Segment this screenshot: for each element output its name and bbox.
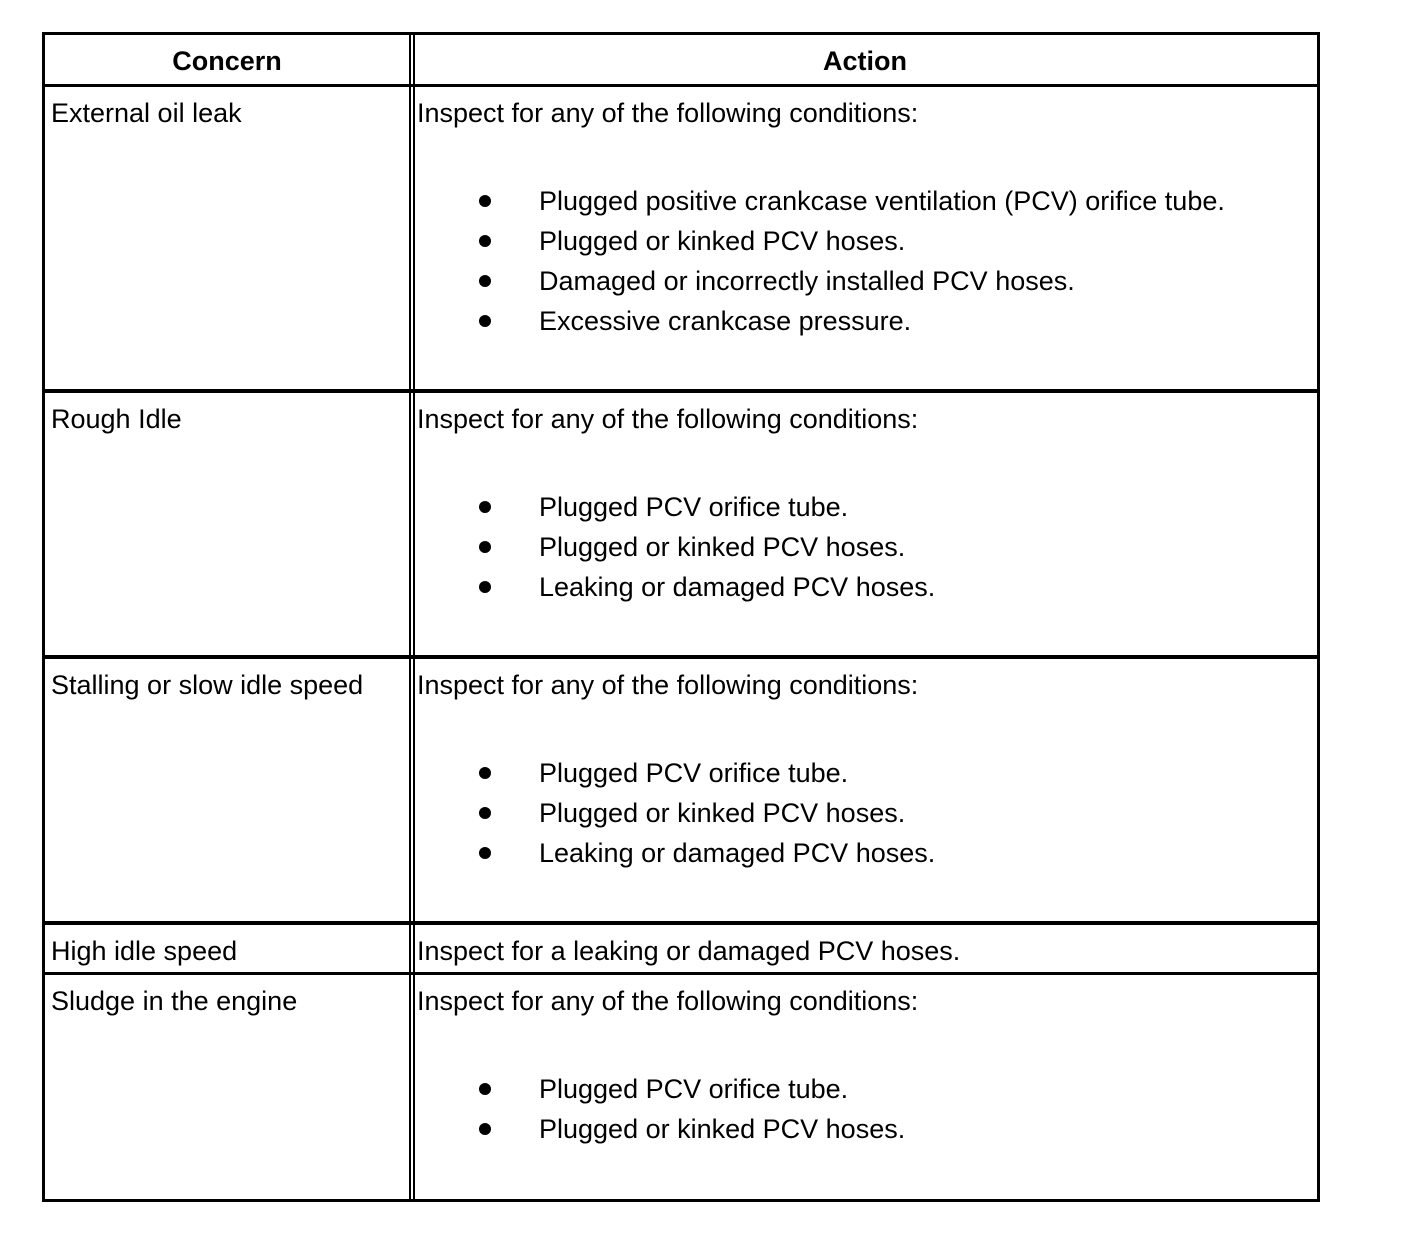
bullet-icon [479,195,491,207]
bullet-icon [479,847,491,859]
list-item-text: Leaking or damaged PCV hoses. [539,838,936,868]
list-item [417,757,1317,797]
bullet-icon [479,275,491,287]
list-item [417,185,1317,225]
list-item-text: Excessive crankcase pressure. [539,306,912,336]
list-item [417,531,1317,571]
concern-cell: Stalling or slow idle speed [51,670,364,700]
table-row [45,393,1317,659]
action-cell [417,935,1317,967]
bullet-icon [479,235,491,247]
action-intro: Inspect for any of the following conditions: [417,404,919,434]
bullet-icon [479,581,491,593]
column-divider [409,87,415,389]
bullet-icon [479,315,491,327]
concern-cell: Rough Idle [51,404,182,434]
list-item-text: Leaking or damaged PCV hoses. [539,572,936,602]
condition-list [417,1073,1317,1153]
list-item-text: Plugged PCV orifice tube. [539,758,849,788]
list-item [417,571,1317,611]
condition-list [417,757,1317,877]
action-cell [417,669,1317,877]
list-item-text: Plugged or kinked PCV hoses. [539,226,906,256]
action-intro: Inspect for any of the following conditions: [417,986,919,1016]
action-cell [417,97,1317,345]
list-item-text: Damaged or incorrectly installed PCV hoses. [539,266,1075,296]
action-intro: Inspect for any of the following conditions: [417,98,919,128]
list-item [417,305,1317,345]
table-row [45,925,1317,975]
list-item-text: Plugged positive crankcase ventilation (PCV) orifice tube. [539,186,1225,216]
action-intro: Inspect for a leaking or damaged PCV hoses. [417,936,961,966]
condition-list [417,491,1317,611]
header-action: Action [823,46,907,76]
bullet-icon [479,767,491,779]
bullet-icon [479,501,491,513]
list-item [417,225,1317,265]
condition-list [417,185,1317,345]
list-item-text: Plugged or kinked PCV hoses. [539,532,906,562]
list-item [417,1113,1317,1153]
list-item [417,1073,1317,1113]
list-item-text: Plugged PCV orifice tube. [539,492,849,522]
list-item [417,837,1317,877]
bullet-icon [479,541,491,553]
action-cell [417,403,1317,611]
bullet-icon [479,1123,491,1135]
table-row [45,659,1317,925]
header-concern: Concern [172,46,282,76]
list-item-text: Plugged or kinked PCV hoses. [539,1114,906,1144]
list-item [417,265,1317,305]
bullet-icon [479,807,491,819]
table-row [45,975,1317,1199]
list-item [417,491,1317,531]
concern-action-table [42,32,1320,1202]
list-item [417,797,1317,837]
table-row [45,87,1317,393]
list-item-text: Plugged PCV orifice tube. [539,1074,849,1104]
concern-cell: Sludge in the engine [51,986,298,1016]
concern-cell: External oil leak [51,98,242,128]
action-cell [417,985,1317,1153]
concern-cell: High idle speed [51,936,238,966]
bullet-icon [479,1083,491,1095]
action-intro: Inspect for any of the following conditions: [417,670,919,700]
list-item-text: Plugged or kinked PCV hoses. [539,798,906,828]
table-header-row [45,35,1317,87]
